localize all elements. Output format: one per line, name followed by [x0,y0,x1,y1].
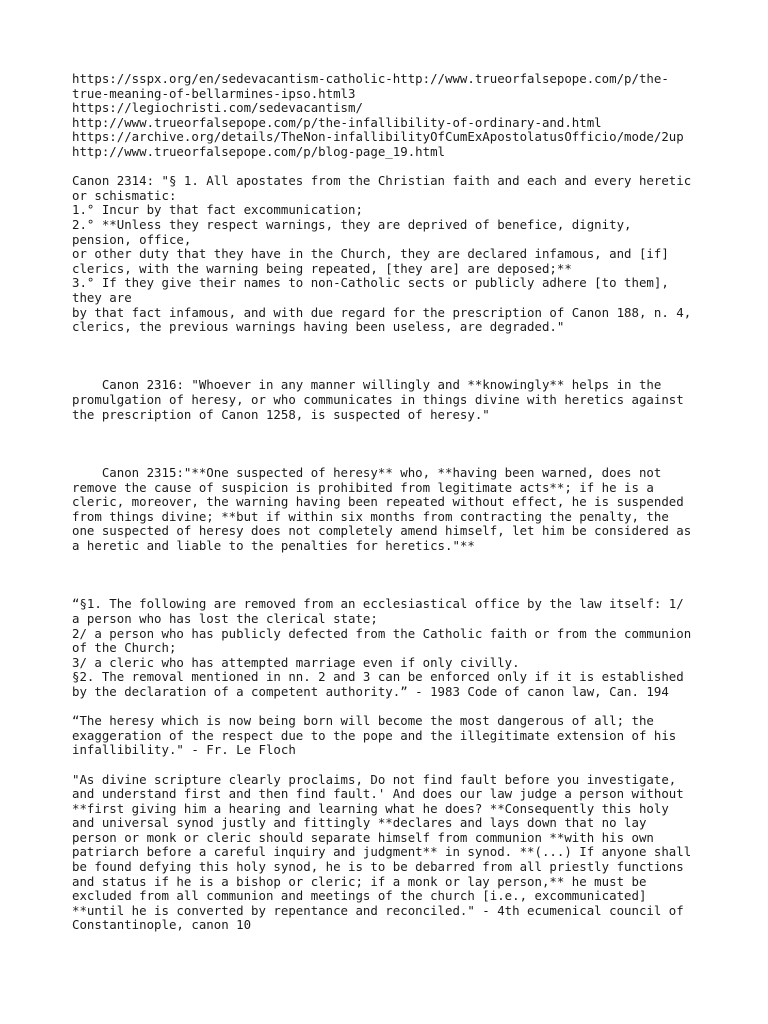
text-line: person or monk or cleric should separate himself from communion **with his own [72,829,654,845]
text-line: 3/ a cleric who has attempted marriage even if only civilly. [72,654,520,670]
link-line[interactable]: http://www.trueorfalsepope.com/p/the-infallibility-of-ordinary-and.html [72,114,602,130]
spacer [72,422,712,451]
text-line: or other duty that they have in the Church, they are declared infamous, and [if] [72,246,669,262]
links-block [72,72,712,160]
link-line[interactable]: https://sspx.org/en/sedevacantism-catholic-http://www.trueorfalsepope.com/p/the- [72,71,669,86]
text-line: §2. The removal mentioned in nn. 2 and 3 can be enforced only if it is established [72,669,684,685]
spacer [72,583,712,598]
text-line: they are [72,289,132,305]
text-line: from things divine; **but if within six months from contracting the penalty, the [72,508,669,524]
text-line: 2/ a person who has publicly defected from the Catholic faith or from the communion [72,625,692,641]
text-line: cleric, moreover, the warning having been repeated without effect, he is suspended [72,494,684,510]
text-line: by that fact infamous, and with due regard for the prescription of Canon 188, n. 4, [72,304,692,320]
text-line: Canon 2314: "§ 1. All apostates from the Christian faith and each and every heretic [72,173,692,189]
text-line: of the Church; [72,640,177,656]
text-line: Constantinople, canon 10 [72,917,252,933]
text-line: one suspected of heresy does not completely amend himself, let him be considered as [72,523,692,539]
spacer [72,758,712,773]
link-line[interactable]: https://archive.org/details/TheNon-infallibilityOfCumExApostolatusOfficio/mode/2up [72,129,684,145]
text-line: be found defying this holy synod, he is to be debarred from all priestly functions [72,859,684,875]
text-line: pension, office, [72,231,192,247]
text-line: clerics, the previous warnings having been useless, are degraded." [72,319,565,335]
text-line: **first giving him a hearing and learning what he does? **Consequently this holy [72,800,669,816]
constantinople-quote [72,773,712,934]
text-line: Canon 2316: "Whoever in any manner willingly and **knowingly** helps in the [72,377,662,393]
text-line: **until he is converted by repentance and reconciled." - 4th ecumenical council of [72,902,684,918]
text-line: a person who has lost the clerical state; [72,610,378,626]
text-line: patriarch before a careful inquiry and judgment** in synod. **(...) If anyone shall [72,844,692,860]
link-line[interactable]: true-meaning-of-bellarmines-ipso.html3 [72,85,356,101]
text-line: or schismatic: [72,187,177,203]
text-line: promulgation of heresy, or who communicates in things divine with heretics against [72,392,684,408]
spacer [72,451,712,466]
text-line: excluded from all communion and meetings of the church [i.e., excommunicated] [72,888,647,904]
spacer [72,700,712,715]
text-line: by the declaration of a competent authority.” - 1983 Code of canon law, Can. 194 [72,683,669,699]
text-line: "As divine scripture clearly proclaims, Do not find fault before you investigate, [72,771,677,787]
link-line[interactable]: http://www.trueorfalsepope.com/p/blog-page_19.html [72,143,445,159]
text-line: 1.° Incur by that fact excommunication; [72,202,363,218]
text-line: 3.° If they give their names to non-Catholic sects or publicly adhere [to them], [72,275,669,291]
text-line: a heretic and liable to the penalties for heretics."** [72,538,475,553]
text-line: “§1. The following are removed from an ecclesiastical office by the law itself: 1/ [72,596,684,612]
text-line: and status if he is a bishop or cleric; if a monk or lay person,** he must be [72,873,647,889]
text-line: Canon 2315:"**One suspected of heresy** who, **having been warned, does not [72,465,662,481]
text-line: clerics, with the warning being repeated, [they are] are deposed;** [72,260,572,276]
document-page [72,72,712,933]
text-line: infallibility." - Fr. Le Floch [72,742,296,758]
canon-2315-paragraph [72,466,712,554]
text-line: “The heresy which is now being born will become the most dangerous of all; the [72,713,654,729]
spacer [72,364,712,379]
canon-194-paragraph [72,597,712,699]
spacer [72,554,712,583]
text-line: exaggeration of the respect due to the pope and the illegitimate extension of his [72,727,677,743]
le-floch-quote [72,714,712,758]
spacer [72,160,712,175]
text-line: remove the cause of suspicion is prohibited from legitimate acts**; if he is a [72,479,654,495]
text-line: 2.° **Unless they respect warnings, they are deprived of benefice, dignity, [72,216,632,232]
canon-2314-paragraph [72,174,712,335]
canon-2316-paragraph [72,378,712,422]
link-line[interactable]: https://legiochristi.com/sedevacantism/ [72,100,363,116]
text-line: and understand first and then find fault.' And does our law judge a person without [72,786,684,802]
text-line: and universal synod justly and fittingly **declares and lays down that no lay [72,815,647,831]
text-line: the prescription of Canon 1258, is suspected of heresy." [72,406,490,422]
spacer [72,335,712,364]
